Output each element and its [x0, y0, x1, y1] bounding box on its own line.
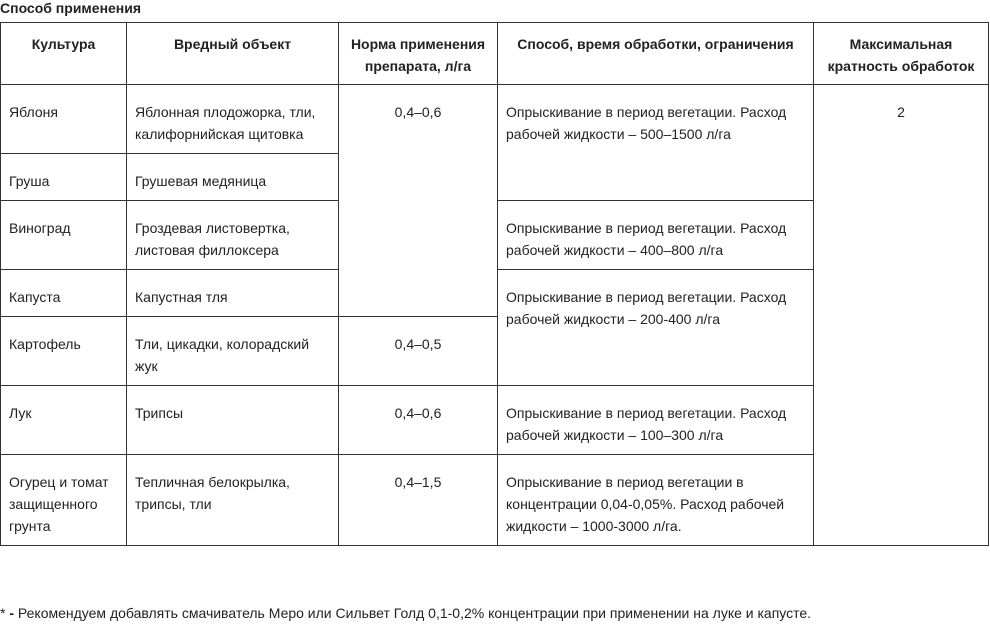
header-pest: Вредный объект	[127, 23, 339, 85]
footnote	[0, 604, 811, 622]
culture-cell: Картофель	[1, 317, 127, 386]
header-rate: Норма применения препарата, л/га	[339, 23, 498, 85]
max-treatments-cell: 2	[814, 85, 989, 546]
section-title: Способ применения	[0, 0, 142, 16]
method-cell: Опрыскивание в период вегетации. Расход рабочей жидкости – 200-400 л/га	[498, 270, 814, 386]
method-cell: Опрыскивание в период вегетации. Расход рабочей жидкости – 400–800 л/га	[498, 201, 814, 270]
pest-cell: Яблонная плодожорка, тли, калифорнийская щитовка	[127, 85, 339, 154]
rate-cell: 0,4–0,6	[339, 386, 498, 455]
culture-cell: Капуста	[1, 270, 127, 317]
header-culture: Культура	[1, 23, 127, 85]
culture-cell: Яблоня	[1, 85, 127, 154]
rate-cell: 0,4–1,5	[339, 455, 498, 546]
culture-cell: Огурец и томат защищенного грунта	[1, 455, 127, 546]
rate-cell: 0,4–0,5	[339, 317, 498, 386]
culture-cell: Груша	[1, 154, 127, 201]
rate-cell: 0,4–0,6	[339, 85, 498, 317]
footnote-star: *	[0, 605, 6, 621]
pest-cell: Капустная тля	[127, 270, 339, 317]
footnote-dash: -	[9, 605, 15, 621]
culture-cell: Лук	[1, 386, 127, 455]
method-cell: Опрыскивание в период вегетации. Расход рабочей жидкости – 100–300 л/га	[498, 386, 814, 455]
pest-cell: Трипсы	[127, 386, 339, 455]
application-table	[0, 22, 989, 546]
header-max-treatments: Максимальная кратность обработок	[814, 23, 989, 85]
header-method: Способ, время обработки, ограничения	[498, 23, 814, 85]
pest-cell: Тли, цикадки, колорадский жук	[127, 317, 339, 386]
table-header-row	[1, 23, 989, 85]
method-cell: Опрыскивание в период вегетации в концентрации 0,04-0,05%. Расход рабочей жидкости – 1000-3000 л/га.	[498, 455, 814, 546]
method-cell: Опрыскивание в период вегетации. Расход рабочей жидкости – 500–1500 л/га	[498, 85, 814, 201]
footnote-text: Рекомендуем добавлять смачиватель Меро или Сильвет Голд 0,1-0,2% концентрации при применении на луке и капусте.	[17, 605, 812, 621]
pest-cell: Гроздевая листовертка, листовая филлоксера	[127, 201, 339, 270]
pest-cell: Грушевая медяница	[127, 154, 339, 201]
culture-cell: Виноград	[1, 201, 127, 270]
pest-cell: Тепличная белокрылка, трипсы, тли	[127, 455, 339, 546]
table-row	[1, 85, 989, 154]
